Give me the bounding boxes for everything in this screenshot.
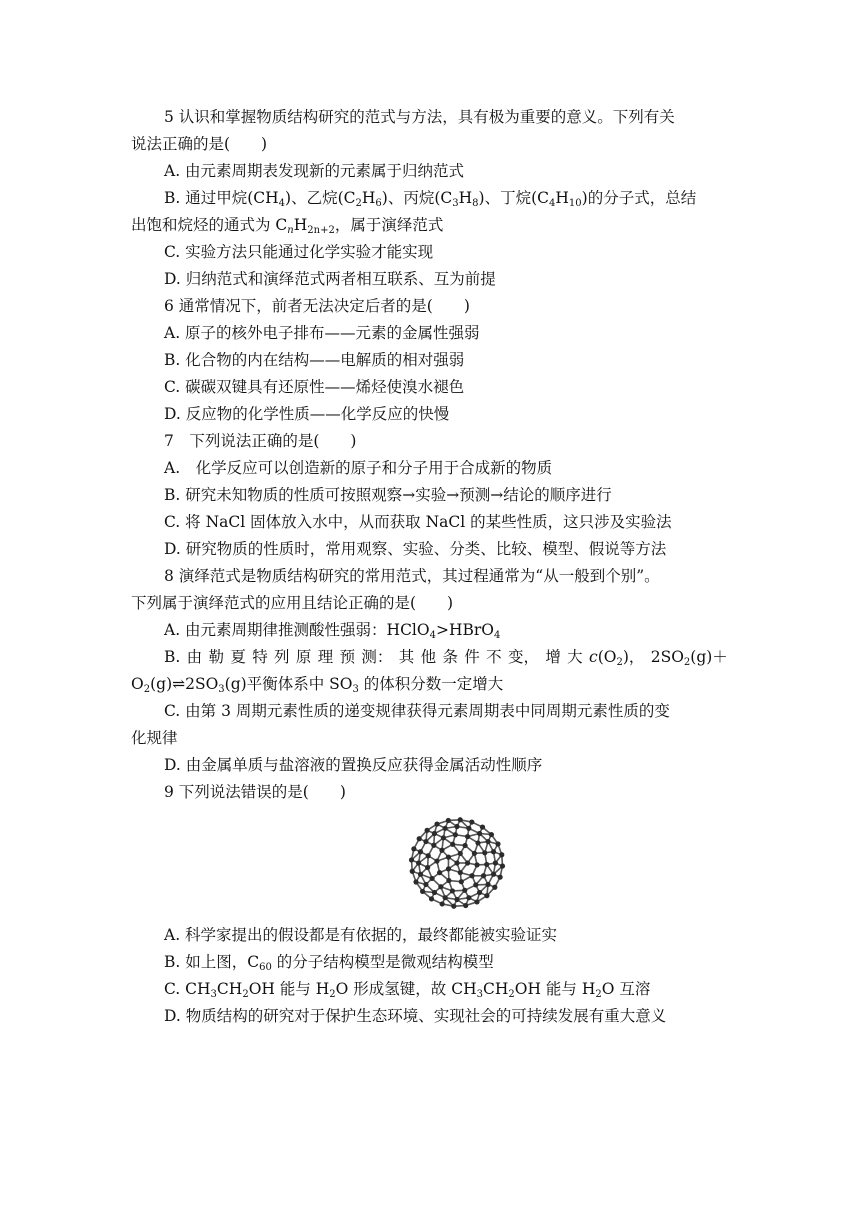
c60-atom <box>498 875 503 880</box>
c60-atom <box>439 848 444 853</box>
c60-atom <box>477 890 482 895</box>
q9-option-a: A. 科学家提出的假设都是有依据的，最终都能被实验证实 <box>164 926 558 944</box>
c60-atom <box>454 897 459 902</box>
c60-atom <box>475 840 480 845</box>
c60-fullerene-model-icon <box>395 808 519 918</box>
c60-atom <box>438 884 443 889</box>
q9-option-c: C. $CH_3CH_2OH$ 能与 $H_2O$ 形成氢键，故 $CH_3CH_2OH$ 能与 $H_2O$ 互溶 <box>164 980 651 1000</box>
c60-atom <box>491 849 496 854</box>
c60-atom <box>409 857 414 862</box>
c60-atom <box>480 824 485 829</box>
c60-atom <box>446 878 451 883</box>
c60-atom <box>446 855 451 860</box>
q6-option-c: C. 碳碳双键具有还原性——烯烃使溴水褪色 <box>164 378 465 396</box>
q8-stem-line-2: 下列属于演绎范式的应用且结论正确的是( ) <box>131 594 454 612</box>
q8-option-a: A. 由元素周期律推测酸性强弱：HClO$_4$>HBrO$_4$ <box>164 621 501 641</box>
c60-atom <box>469 819 474 824</box>
c60-atom <box>474 899 479 904</box>
c60-atom <box>423 839 428 844</box>
c60-atom <box>454 824 459 829</box>
c60-atom <box>416 860 421 865</box>
c60-atom <box>481 873 486 878</box>
c60-atom <box>440 901 445 906</box>
c60-atom <box>465 834 470 839</box>
c60-atom <box>437 870 442 875</box>
c60-atom <box>418 872 423 877</box>
c60-atom <box>465 860 470 865</box>
q5-option-d: D. 归纳范式和演绎范式两者相互联系、互为前提 <box>164 270 496 288</box>
c60-atom <box>443 895 448 900</box>
c60-atom <box>451 904 456 909</box>
c60-atom <box>469 873 474 878</box>
c60-atom <box>462 888 467 893</box>
c60-atom <box>493 860 498 865</box>
q8-option-b-line-1: B. 由 勒 夏 特 列 原 理 预 测： 其 他 条 件 不 变， 增 大 $c(O_2)$， $2SO_2(g)+$ <box>164 648 728 668</box>
q7-option-b: B. 研究未知物质的性质可按照观察→实验→预测→结论的顺序进行 <box>164 486 612 504</box>
c60-atom <box>463 903 468 908</box>
c60-atom <box>434 858 439 863</box>
c60-atom <box>484 893 489 898</box>
c60-atom <box>450 842 455 847</box>
c60-atom <box>420 889 425 894</box>
c60-atom <box>423 882 428 887</box>
c60-atom <box>458 870 463 875</box>
c60-atom <box>432 890 437 895</box>
c60-atom <box>446 866 451 871</box>
c60-atom <box>446 818 451 823</box>
q6-option-d: D. 反应物的化学性质——化学反应的快慢 <box>164 405 450 423</box>
q6-option-b: B. 化合物的内在结构——电解质的相对强弱 <box>164 351 465 369</box>
q8-option-c-line-2: 化规律 <box>131 729 178 747</box>
q8-option-b-line-2: $O_2(g)\rightleftharpoons 2SO_3(g)$平衡体系中 $SO_3$ 的体积分数一定增大 <box>131 675 504 695</box>
q9-option-b: B. 如上图，$C_{60}$ 的分子结构模型是微观结构模型 <box>164 953 494 973</box>
c60-atom <box>413 879 418 884</box>
c60-atom <box>492 885 497 890</box>
c60-atom <box>410 869 415 874</box>
q7-stem: 7 下列说法正确的是( ) <box>164 432 357 450</box>
c60-atom <box>485 839 490 844</box>
q5-stem-line-1: 5 认识和掌握物质结构研究的范式与方法，具有极为重要的意义。下列有关 <box>164 108 675 126</box>
c60-atom <box>431 843 436 848</box>
c60-atom <box>473 882 478 887</box>
c60-atom <box>432 831 437 836</box>
c60-atom <box>466 895 471 900</box>
c60-atom <box>434 821 439 826</box>
c60-atom <box>495 841 500 846</box>
q7-option-a: A. 化学反应可以创造新的原子和分子用于合成新的物质 <box>164 459 553 477</box>
q5-option-b-line-1: B. 通过甲烷$(CH_4)$、乙烷$(C_2H_6)$、丙烷$(C_3H_8)$、丁烷$(C_4H_{10})$的分子式，总结 <box>164 189 697 209</box>
c60-atom <box>477 831 482 836</box>
q7-option-d: D. 研究物质的性质时，常用观察、实验、分类、比较、模型、假说等方法 <box>164 540 667 558</box>
c60-atom <box>441 835 446 840</box>
q5-option-c: C. 实验方法只能通过化学实验才能实现 <box>164 243 434 261</box>
c60-atom <box>425 865 430 870</box>
q5-stem-line-2: 说法正确的是( ) <box>131 135 268 153</box>
q6-option-a: A. 原子的核外电子排布——元素的金属性强弱 <box>164 324 480 342</box>
c60-atom <box>499 852 504 857</box>
q5-option-b-line-2: 出饱和烷烃的通式为 $C_nH_{2n+2}$，属于演绎范式 <box>131 216 444 236</box>
c60-atom <box>466 826 471 831</box>
c60-atom <box>484 862 489 867</box>
c60-atom <box>429 896 434 901</box>
q8-stem-line-1: 8 演绎范式是物质结构研究的常用范式，其过程通常为“从一般到个别”。 <box>164 567 660 585</box>
q6-stem: 6 通常情况下，前者无法决定后者的是( ) <box>164 297 470 315</box>
c60-atom <box>453 832 458 837</box>
c60-atom <box>474 862 479 867</box>
c60-atom <box>443 826 448 831</box>
q5-option-a: A. 由元素周期表发现新的元素属于归纳范式 <box>164 162 465 180</box>
q7-option-c: C. 将 NaCl 固体放入水中，从而获取 NaCl 的某些性质，这只涉及实验法 <box>164 513 672 531</box>
c60-atom <box>489 832 494 837</box>
c60-atom <box>482 850 487 855</box>
c60-atom <box>450 888 455 893</box>
q9-option-d: D. 物质结构的研究对于保护生态环境、实现社会的可持续发展有重大意义 <box>164 1007 667 1025</box>
q8-option-c-line-1: C. 由第 3 周期元素性质的递变规律获得元素周期表中同周期元素性质的变 <box>164 702 670 720</box>
c60-atom <box>418 849 423 854</box>
q9-stem: 9 下列说法错误的是( ) <box>164 783 346 801</box>
q8-option-d: D. 由金属单质与盐溶液的置换反应获得金属活动性顺序 <box>164 756 543 774</box>
c60-atom <box>458 851 463 856</box>
c60-atom <box>454 860 459 865</box>
c60-atom <box>459 879 464 884</box>
c60-atom <box>485 882 490 887</box>
c60-atom <box>424 828 429 833</box>
c60-atom <box>429 876 434 881</box>
c60-atom <box>458 817 463 822</box>
c60-atom <box>463 843 468 848</box>
c60-atom <box>472 851 477 856</box>
c60-atom <box>426 853 431 858</box>
c60-atom <box>500 863 505 868</box>
c60-atom <box>411 846 416 851</box>
c60-atom <box>491 872 496 877</box>
c60-atom <box>417 836 422 841</box>
